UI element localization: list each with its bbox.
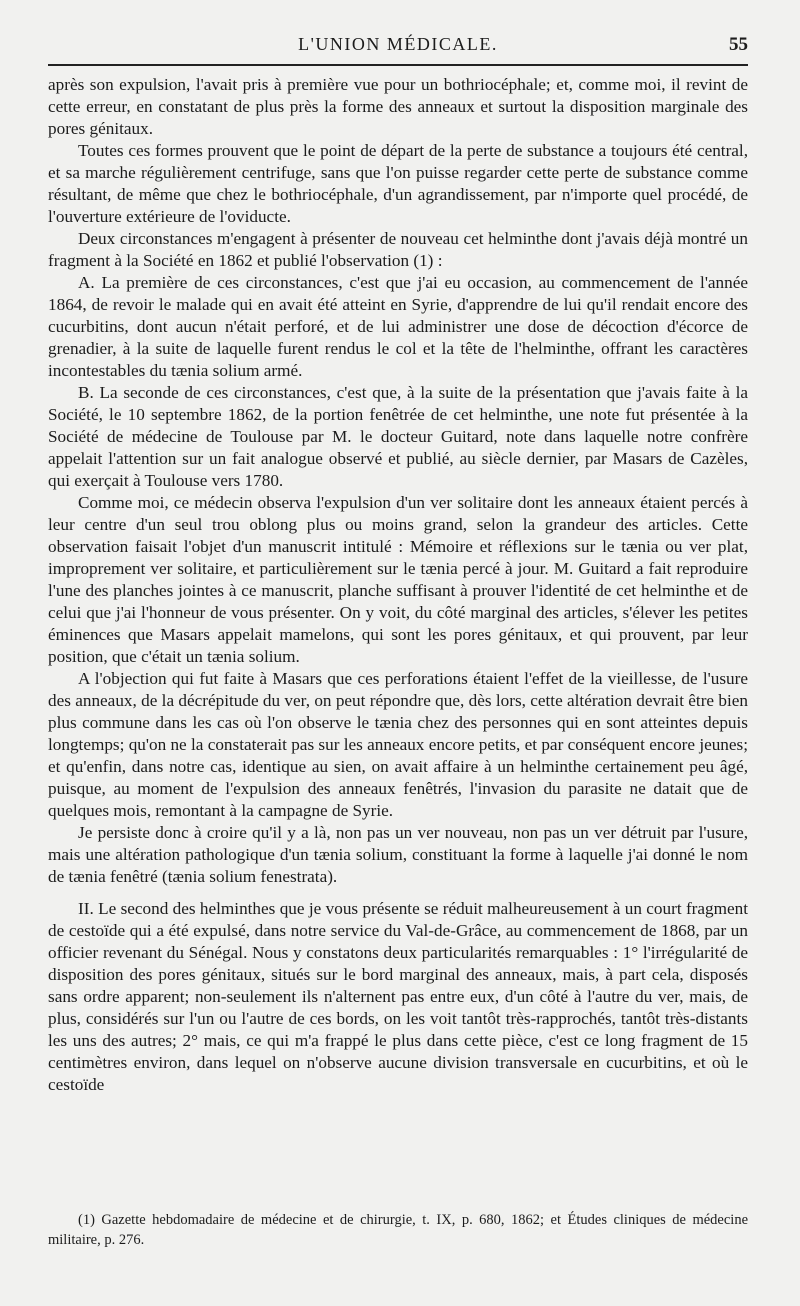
header-rule — [48, 64, 748, 66]
page-number: 55 — [729, 34, 748, 55]
running-title: L'UNION MÉDICALE. — [298, 34, 498, 54]
paragraph: après son expulsion, l'avait pris à première vue pour un bothriocéphale; et, comme moi, il revint de cette erreur, en constatant de plus près la forme des anneaux et surtout la disposition marginale des pores génitaux. — [48, 75, 748, 138]
paragraph: Deux circonstances m'engagent à présenter de nouveau cet helminthe dont j'avais déjà montré un fragment à la Société en 1862 et publié l'observation (1) : — [48, 229, 748, 270]
body-text — [48, 74, 748, 1096]
paragraph: Comme moi, ce médecin observa l'expulsion d'un ver solitaire dont les anneaux étaient percés à leur centre d'un seul trou oblong plus ou moins grand, selon la grandeur des articles. Cette observation faisait l'objet d'un manuscrit intitulé : Mémoire et réflexions sur le tænia ou ver plat, improprement ver solitaire, et particulièrement sur le tænia percé à jour. M. Guitard a fait reproduire l'une des planches jointes à ce manuscrit, planche suffisant à prouver l'identité de cet helminthe et de celui que j'ai l'honneur de vous présenter. On y voit, du côté marginal des articles, s'élever les petites éminences que Masars appelait mamelons, qui sont les pores génitaux, et qui prouvent, par leur position, que c'était un tænia solium. — [48, 493, 748, 666]
paragraph: A l'objection qui fut faite à Masars que ces perforations étaient l'effet de la vieillesse, de l'usure des anneaux, de la décrépitude du ver, on peut répondre que, dès lors, cette altération devrait être bien plus commune dans les cas où l'on observe le tænia chez des personnes qui en sont atteintes depuis longtemps; qu'on ne la constaterait pas sur les anneaux encore petits, et par conséquent encore jeunes; et qu'enfin, dans notre cas, identique au sien, on avait affaire à un helminthe certainement peu âgé, puisque, au moment de l'expulsion des anneaux fenêtrés, l'invasion du parasite ne datait que de quelques mois, remontant à la campagne de Syrie. — [48, 669, 748, 820]
paragraph: Je persiste donc à croire qu'il y a là, non pas un ver nouveau, non pas un ver détruit par l'usure, mais une altération pathologique d'un tænia solium, constituant la forme à laquelle j'ai donné le nom de tænia fenêtré (tænia solium fenestrata). — [48, 823, 748, 886]
page-header — [48, 0, 748, 58]
paragraph: A. La première de ces circonstances, c'est que j'ai eu occasion, au commencement de l'année 1864, de revoir le malade qui en avait été atteint en Syrie, d'apprendre de lui qu'il rendait encore des cucurbitins, dont aucun n'était perforé, et de lui administrer une dose de décoction d'écorce de grenadier, à la suite de laquelle furent rendus le col et la tête de l'helminthe, offrant les caractères incontestables du tænia solium armé. — [48, 273, 748, 380]
footnote: (1) Gazette hebdomadaire de médecine et de chirurgie, t. IX, p. 680, 1862; et Études cliniques de médecine militaire, p. 276. — [48, 1212, 748, 1248]
paragraph: II. Le second des helminthes que je vous présente se réduit malheureusement à un court fragment de cestoïde qui a été expulsé, dans notre service du Val-de-Grâce, au commencement de 1868, par un officier revenant du Sénégal. Nous y constatons deux particularités remarquables : 1° l'irrégularité de disposition des pores génitaux, situés sur le bord marginal des anneaux, mais, à part cela, disposés sans ordre apparent; non-seulement ils n'alternent pas entre eux, d'un côté à l'autre du ver, mais, de plus, considérés sur l'un ou l'autre de ces bords, on les voit tantôt très-rapprochés, tantôt très-distants les uns des autres; 2° mais, ce qui m'a frappé le plus dans cette pièce, c'est ce long fragment de 15 centimètres environ, dans lequel on n'observe aucune division transversale en cucurbitins, et où le cestoïde — [48, 899, 748, 1094]
paragraph: B. La seconde de ces circonstances, c'est que, à la suite de la présentation que j'avais faite à la Société, le 10 septembre 1862, de la portion fenêtrée de cet helminthe, une note fut présentée à la Société de médecine de Toulouse par M. le docteur Guitard, note dans laquelle notre confrère appelait l'attention sur un fait analogue observé et publié, au siècle dernier, par Masars de Cazèles, qui exerçait à Toulouse vers 1780. — [48, 383, 748, 490]
paragraph: Toutes ces formes prouvent que le point de départ de la perte de substance a toujours été central, et sa marche régulièrement centrifuge, sans que l'on puisse regarder cette perte de substance comme résultant, de même que chez le bothriocéphale, d'un agrandissement, par n'importe quel procédé, de l'ouverture extérieure de l'oviducte. — [48, 141, 748, 226]
